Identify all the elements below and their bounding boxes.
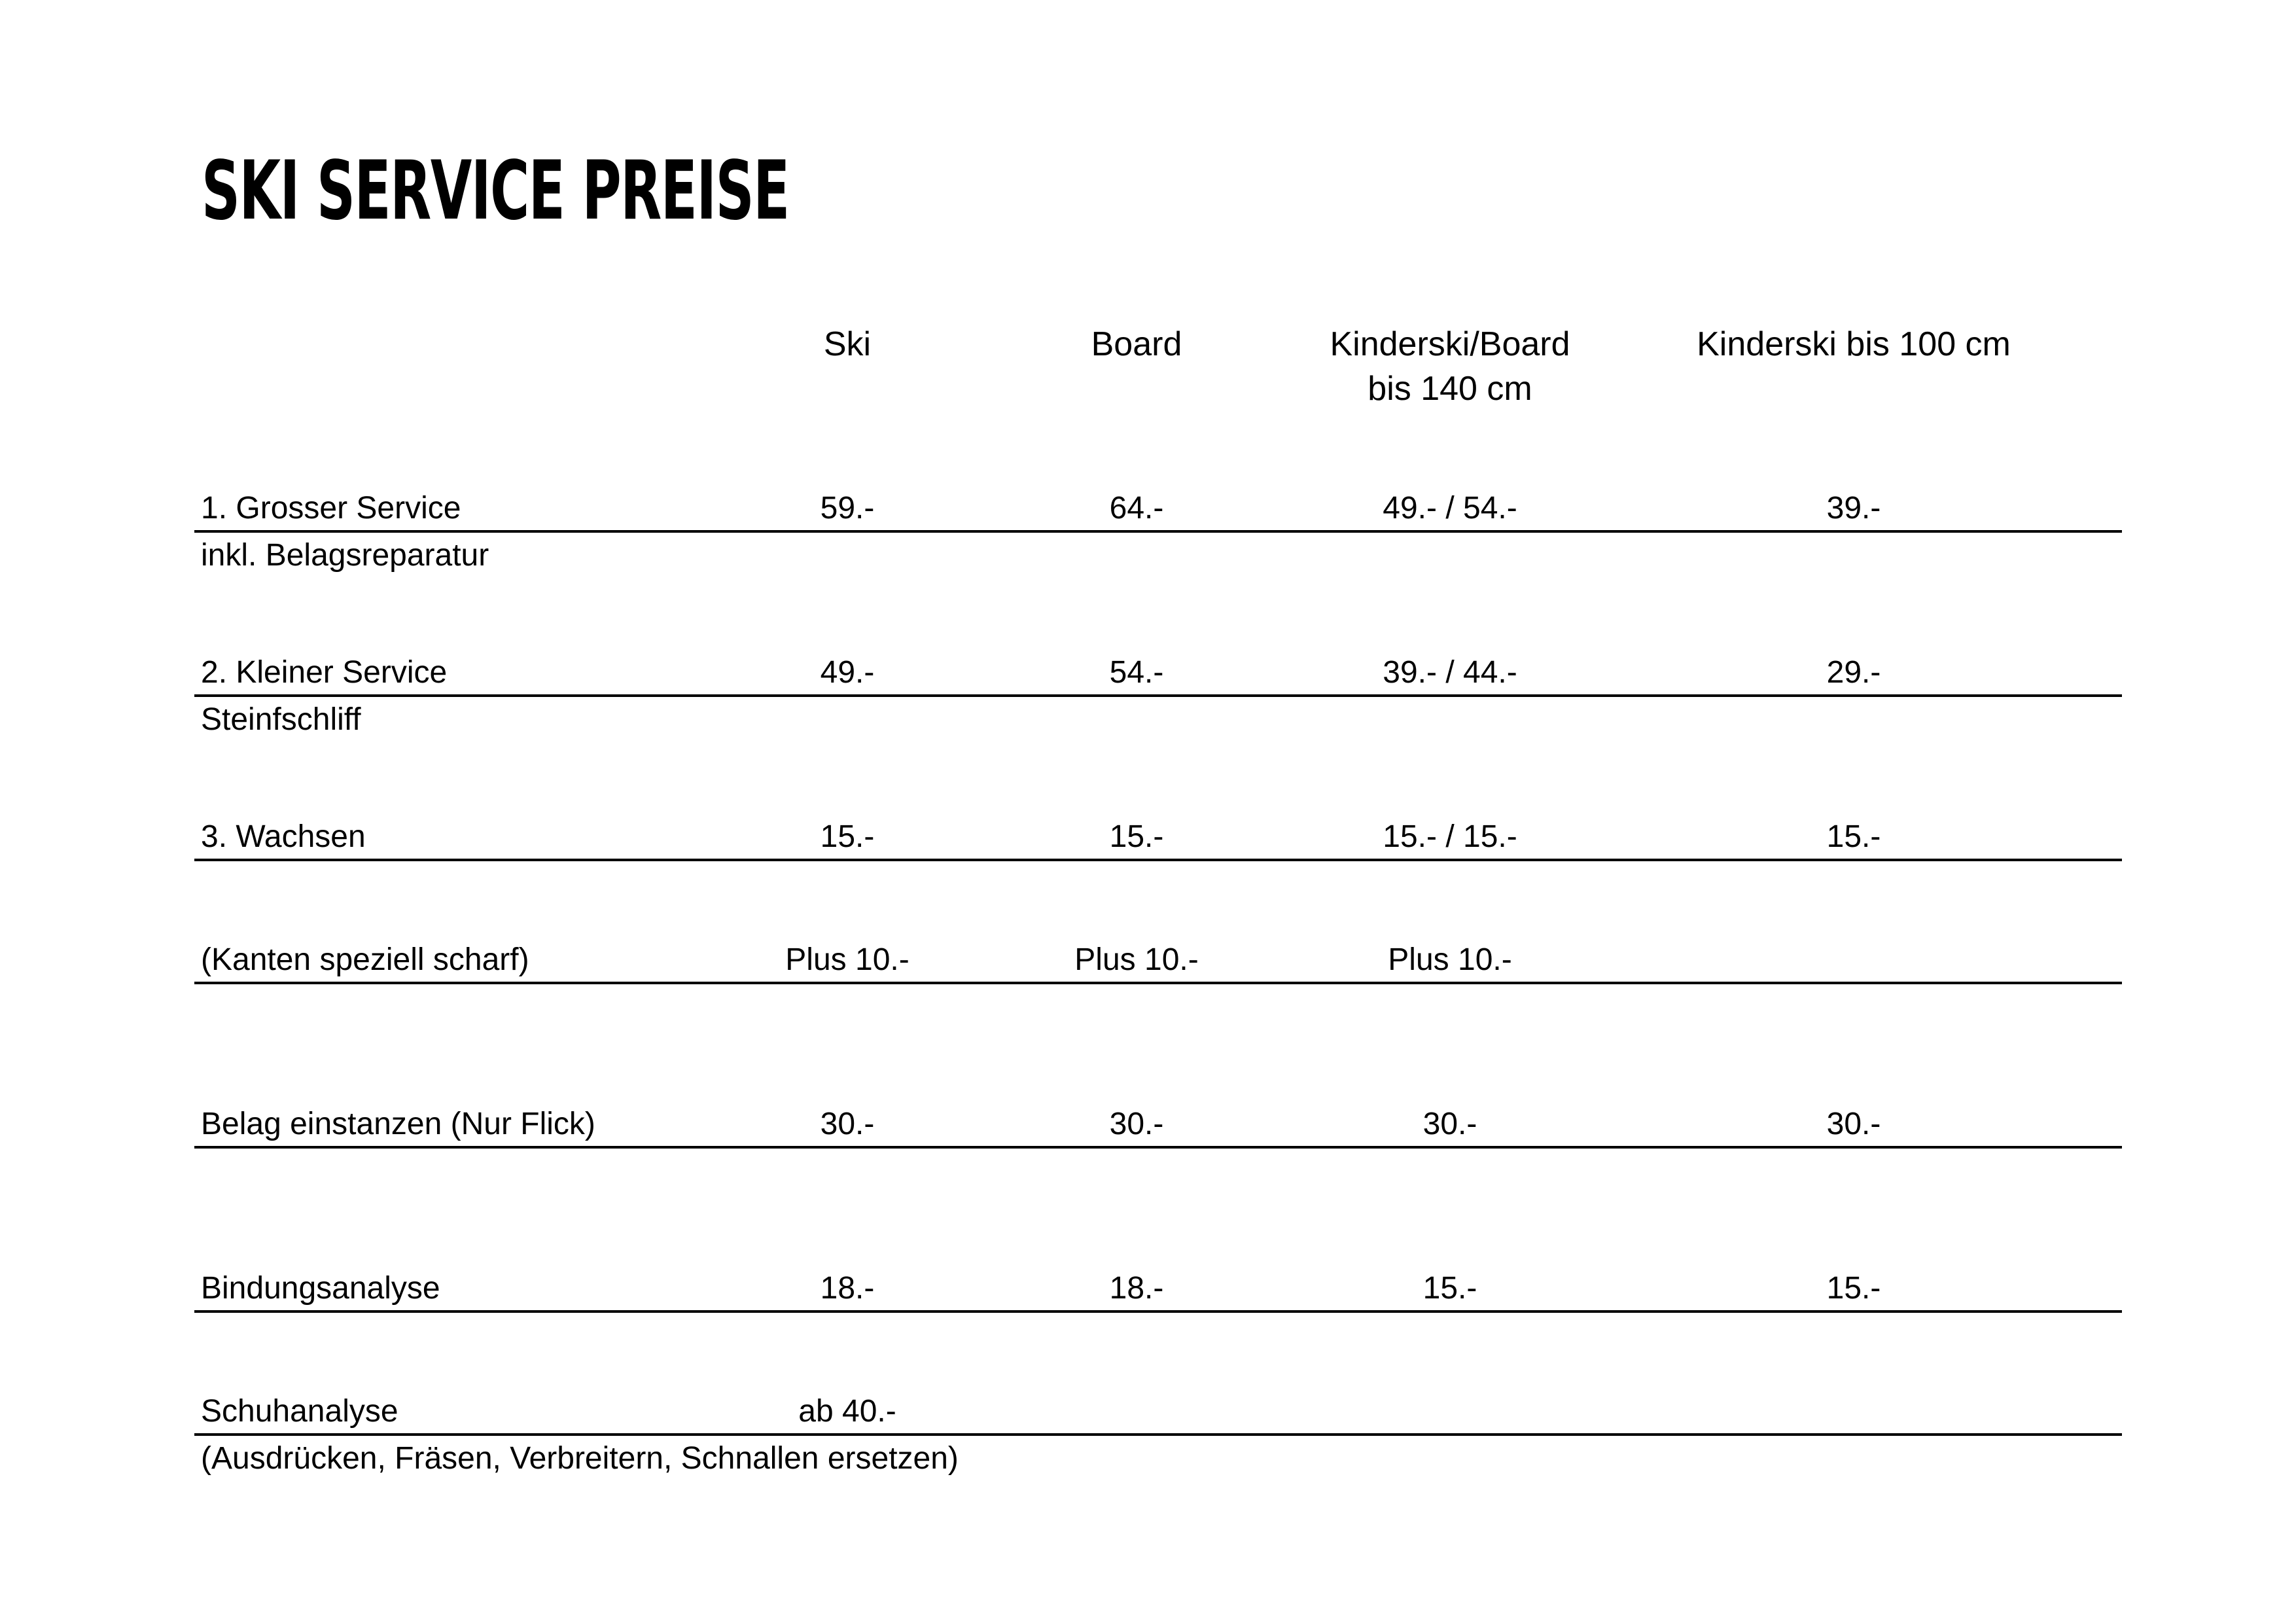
row-divider <box>194 859 2122 861</box>
row-divider <box>194 1433 2122 1436</box>
column-header-line: Kinderski/Board <box>1330 325 1570 363</box>
row-divider <box>194 694 2122 697</box>
price-row-belag-einstanzen <box>194 1083 2122 1149</box>
price-board: 54.- <box>1109 655 1164 690</box>
price-ski: 15.- <box>820 819 875 854</box>
row-divider <box>194 1310 2122 1313</box>
row-note: Steinfschliff <box>201 702 361 737</box>
price-kinderski-100: 15.- <box>1826 819 1881 854</box>
column-header-line: Ski <box>823 325 872 363</box>
row-note: (Ausdrücken, Fräsen, Verbreitern, Schnallen ersetzen) <box>201 1441 959 1476</box>
row-divider <box>194 982 2122 984</box>
price-ski: 30.- <box>820 1107 875 1141</box>
row-label: Schuhanalyse <box>201 1394 398 1429</box>
column-header-line: Kinderski bis 100 cm <box>1697 325 2011 363</box>
price-ski: ab 40.- <box>798 1394 896 1429</box>
column-header-kinderski-100 <box>1697 322 2011 366</box>
price-kinderski-100: 29.- <box>1826 655 1881 690</box>
price-kinderski-100: 30.- <box>1826 1107 1881 1141</box>
price-ski: Plus 10.- <box>785 942 910 977</box>
price-board: 18.- <box>1109 1271 1164 1306</box>
price-row-kleiner-service <box>194 632 2122 737</box>
row-divider <box>194 1146 2122 1149</box>
price-kinderski-board: 15.- <box>1422 1271 1477 1306</box>
row-note: inkl. Belagsreparatur <box>201 538 489 573</box>
price-board: Plus 10.- <box>1074 942 1199 977</box>
price-board: 15.- <box>1109 819 1164 854</box>
price-kinderski-100: 15.- <box>1826 1271 1881 1306</box>
column-header-line: Board <box>1091 325 1182 363</box>
row-divider <box>194 530 2122 533</box>
price-kinderski-board: Plus 10.- <box>1388 942 1512 977</box>
row-label: 1. Grosser Service <box>201 491 461 526</box>
price-ski: 49.- <box>820 655 875 690</box>
row-label: 2. Kleiner Service <box>201 655 448 690</box>
column-header-kinderski-board <box>1330 322 1570 411</box>
price-board: 64.- <box>1109 491 1164 526</box>
price-row-kanten <box>194 919 2122 984</box>
page-title: SKI SERVICE PREISE <box>202 144 789 238</box>
price-kinderski-board: 15.- / 15.- <box>1383 819 1517 854</box>
price-board: 30.- <box>1109 1107 1164 1141</box>
price-kinderski-board: 39.- / 44.- <box>1383 655 1517 690</box>
price-kinderski-board: 49.- / 54.- <box>1383 491 1517 526</box>
row-label: Bindungsanalyse <box>201 1271 440 1306</box>
price-ski: 59.- <box>820 491 875 526</box>
row-label: (Kanten speziell scharf) <box>201 942 529 977</box>
price-row-schuhanalyse <box>194 1370 2122 1476</box>
price-row-wachsen <box>194 796 2122 861</box>
column-header-ski <box>824 322 871 366</box>
price-kinderski-board: 30.- <box>1422 1107 1477 1141</box>
price-row-grosser-service <box>194 467 2122 573</box>
column-header-line: bis 140 cm <box>1368 370 1532 408</box>
column-header-board <box>1091 322 1182 366</box>
row-label: 3. Wachsen <box>201 819 366 854</box>
price-ski: 18.- <box>820 1271 875 1306</box>
row-label: Belag einstanzen (Nur Flick) <box>201 1107 595 1141</box>
price-kinderski-100: 39.- <box>1826 491 1881 526</box>
price-row-bindungsanalyse <box>194 1247 2122 1313</box>
